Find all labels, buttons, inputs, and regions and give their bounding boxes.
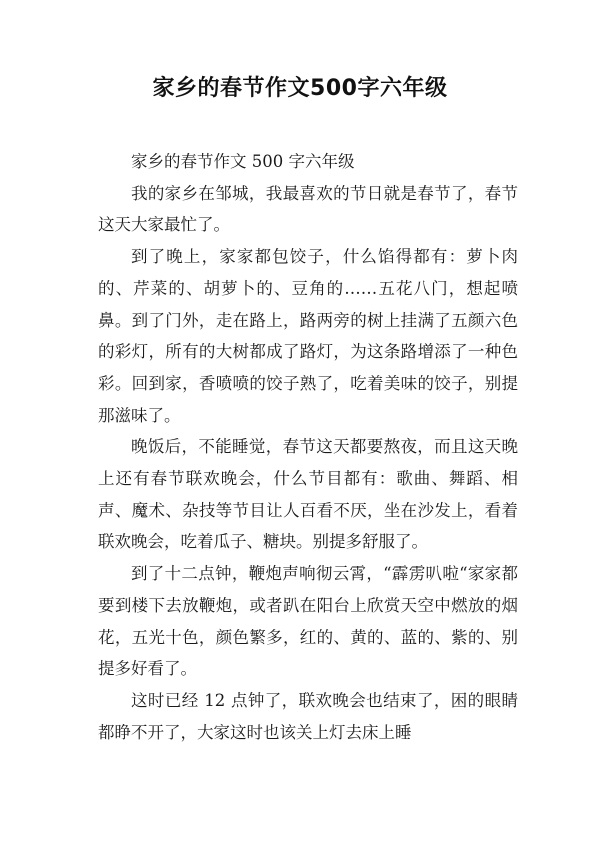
paragraph: 这时已经 12 点钟了，联欢晚会也结束了，困的眼睛都睁不开了，大家这时也该关上灯去床上睡 <box>98 690 518 742</box>
paragraph-subtitle: 家乡的春节作文 500 字六年级 <box>131 152 355 171</box>
paragraph: 到了十二点钟，鞭炮声响彻云霄，“霹雳叭啦“家家都要到楼下去放鞭炮，或者趴在阳台上欣赏天空中燃放的烟花，五光十色，颜色繁多，红的、黄的、蓝的、紫的、别提多好看了。 <box>98 564 518 679</box>
article-body <box>98 146 518 748</box>
page-title: 家乡的春节作文500字六年级 <box>152 76 448 101</box>
paragraph: 到了晚上，家家都包饺子，什么馅得都有：萝卜肉的、芹菜的、胡萝卜的、豆角的……五花八门，想起喷鼻。到了门外，走在路上，路两旁的树上挂满了五颜六色的彩灯，所有的大树都成了路灯，为这条路增添了一种色彩。回到家，香喷喷的饺子熟了，吃着美味的饺子，别提那滋味了。 <box>98 247 518 425</box>
paragraph: 晚饭后，不能睡觉，春节这天都要熬夜，而且这天晚上还有春节联欢晚会，什么节目都有：歌曲、舞蹈、相声、魔术、杂技等节目让人百看不厌，坐在沙发上，看着联欢晚会，吃着瓜子、糖块。别提多舒服了。 <box>98 437 518 552</box>
paragraph: 我的家乡在邹城，我最喜欢的节日就是春节了，春节这天大家最忙了。 <box>98 183 518 235</box>
